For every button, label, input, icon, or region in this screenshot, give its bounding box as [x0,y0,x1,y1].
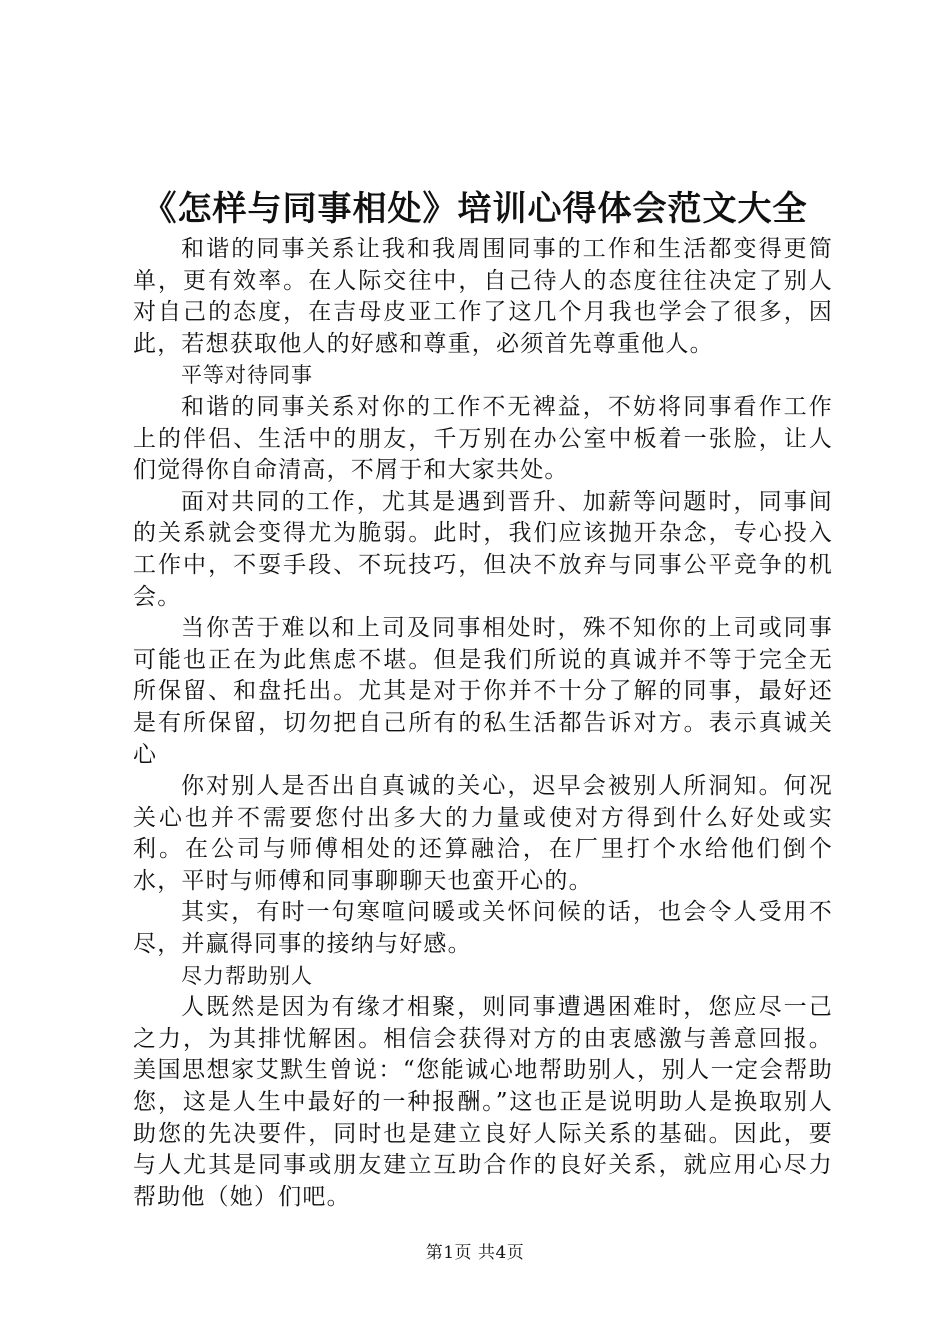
paragraph-help: 人既然是因为有缘才相聚，则同事遭遇困难时，您应尽一己之力，为其排忧解困。相信会获得对方的由衷感激与善意回报。美国思想家艾默生曾说：“您能诚心地帮助别人，别人一定会帮助您，这是人生中最好的一种报酬。”这也正是说明助人是换取别人助您的先决要件，同时也是建立良好人际关系的基础。因此，要与人尤其是同事或朋友建立互助合作的良好关系，就应用心尽力帮助他（她）们吧。 [133,994,833,1210]
paragraph-care: 你对别人是否出自真诚的关心，迟早会被别人所洞知。何况关心也并不需要您付出多大的力量或使对方得到什么好处或实利。在公司与师傅相处的还算融洽，在厂里打个水给他们倒个水，平时与师傅和同事聊聊天也蛮开心的。 [133,773,833,894]
page-number-footer: 第1页 共4页 [425,1243,525,1263]
section-heading-help-others: 尽力帮助别人 [181,963,313,988]
document-body [133,234,833,1213]
paragraph-sincerity: 当你苦于难以和上司及同事相处时，殊不知你的上司或同事可能也正在为此焦虑不堪。但是我们所说的真诚并不等于完全无所保留、和盘托出。尤其是对于你并不十分了解的同事，最好还是有所保留，切勿把自己所有的私生活都告诉对方。表示真诚关心 [133,615,833,768]
paragraph-common-work: 面对共同的工作，尤其是遇到晋升、加薪等问题时，同事间的关系就会变得尤为脆弱。此时，我们应该抛开杂念，专心投入工作中，不耍手段、不玩技巧，但决不放弃与同事公平竞争的机会。 [133,488,833,610]
document-title: 《怎样与同事相处》培训心得体会范文大全 [142,189,808,229]
section-heading-equal-treatment: 平等对待同事 [181,363,313,388]
paragraph-harmony: 和谐的同事关系对你的工作不无裨益，不妨将同事看作工作上的伴侣、生活中的朋友，千万别在办公室中板着一张脸，让人们觉得你自命清高，不屑于和大家共处。 [133,393,833,484]
paragraph-greeting: 其实，有时一句寒喧问暖或关怀问候的话，也会令人受用不尽，并赢得同事的接纳与好感。 [133,899,833,958]
paragraph-intro: 和谐的同事关系让我和我周围同事的工作和生活都变得更简单，更有效率。在人际交往中，自己待人的态度往往决定了别人对自己的态度，在吉母皮亚工作了这几个月我也学会了很多，因此，若想获取他人的好感和尊重，必须首先尊重他人。 [133,236,833,357]
